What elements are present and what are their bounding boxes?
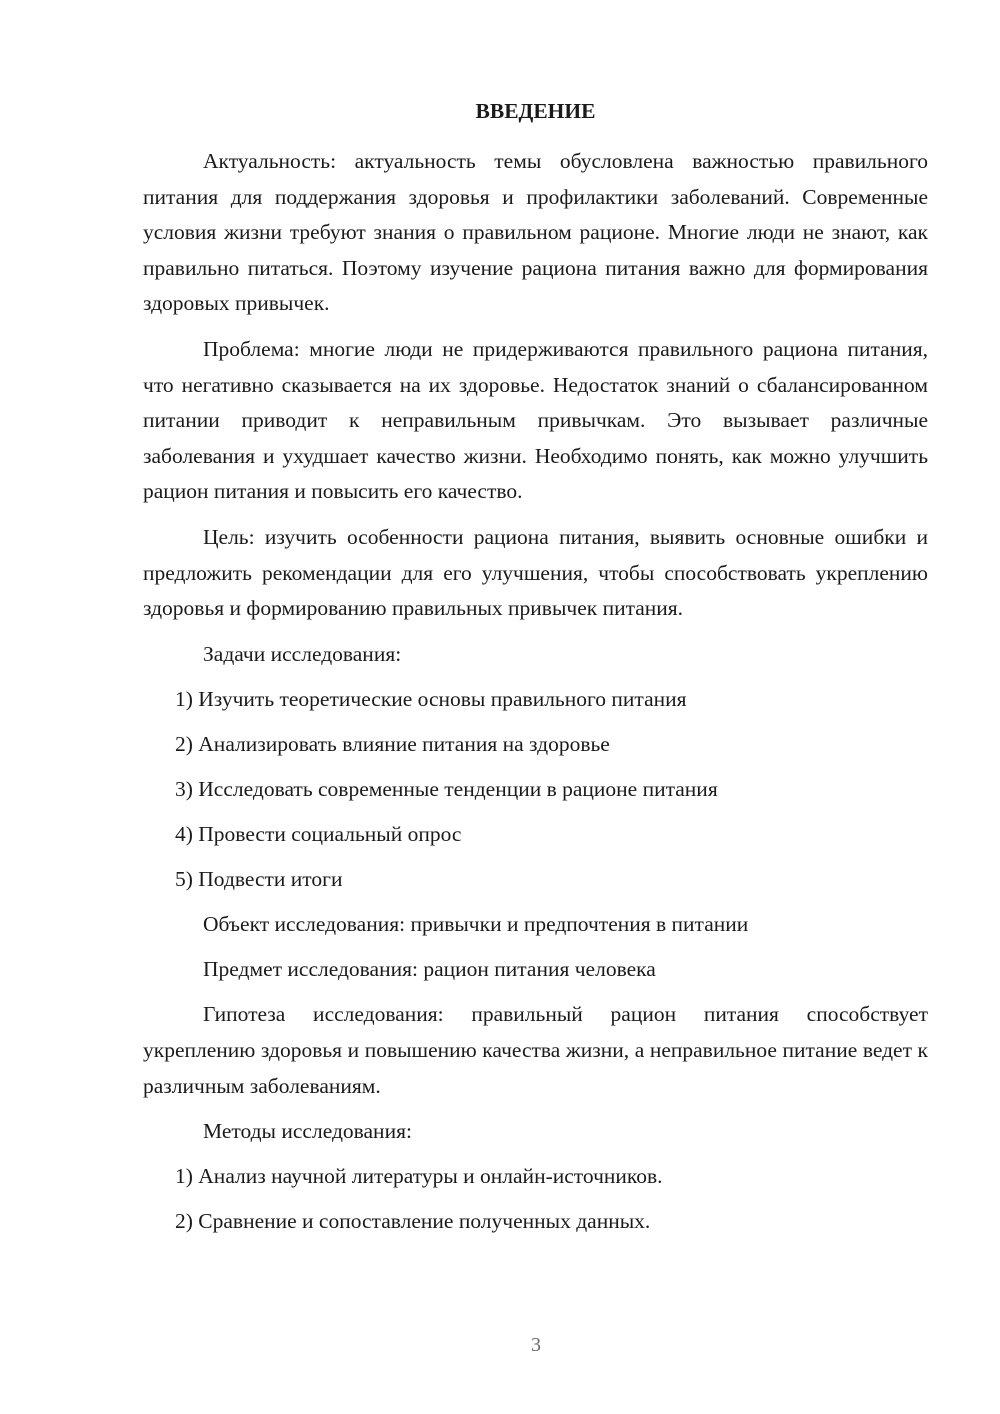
task-item: 4) Провести социальный опрос: [175, 822, 462, 847]
task-item: 1) Изучить теоретические основы правильного питания: [175, 686, 687, 711]
page-number: 3: [531, 1334, 541, 1356]
task-item: 5) Подвести итоги: [175, 867, 343, 892]
hypothesis-paragraph: Гипотеза исследования: правильный рацион питания способствует укреплению здоровья и повышению качества жизни, а неправильное питание ведет к различным заболеваниям.: [143, 1002, 928, 1098]
methods-label: Методы исследования:: [203, 1119, 412, 1144]
tasks-label: Задачи исследования:: [203, 641, 402, 666]
research-subject: Предмет исследования: рацион питания человека: [203, 957, 656, 982]
method-item: 2) Сравнение и сопоставление полученных данных.: [175, 1209, 651, 1234]
task-item: 2) Анализировать влияние питания на здоровье: [175, 731, 610, 756]
research-object: Объект исследования: привычки и предпочтения в питании: [203, 912, 749, 937]
task-item: 3) Исследовать современные тенденции в рационе питания: [175, 777, 718, 801]
section-heading: ВВЕДЕНИЕ: [475, 99, 596, 123]
method-item: 1) Анализ научной литературы и онлайн-источников.: [175, 1164, 663, 1189]
problem-paragraph: Проблема: многие люди не придерживаются правильного рациона питания, что негативно сказывается на их здоровье. Недостаток знаний о сбалансированном питании приводит к неправильным привычкам. Это вызывает различные заболевания и ухудшает качество жизни. Необходимо понять, как можно улучшить рацион питания и повысить его качество.: [143, 336, 928, 504]
goal-paragraph: Цель: изучить особенности рациона питания, выявить основные ошибки и предложить рекомендации для его улучшения, чтобы способствовать укреплению здоровья и формированию правильных привычек питания.: [143, 524, 928, 621]
document-page: [143, 96, 928, 1250]
relevance-paragraph: Актуальность: актуальность темы обусловлена важностью правильного питания для поддержания здоровья и профилактики заболеваний. Современные условия жизни требуют знания о правильном рационе. Многие люди не знают, как правильно питаться. Поэтому изучение рациона питания важно для формирования здоровых привычек.: [143, 149, 928, 316]
